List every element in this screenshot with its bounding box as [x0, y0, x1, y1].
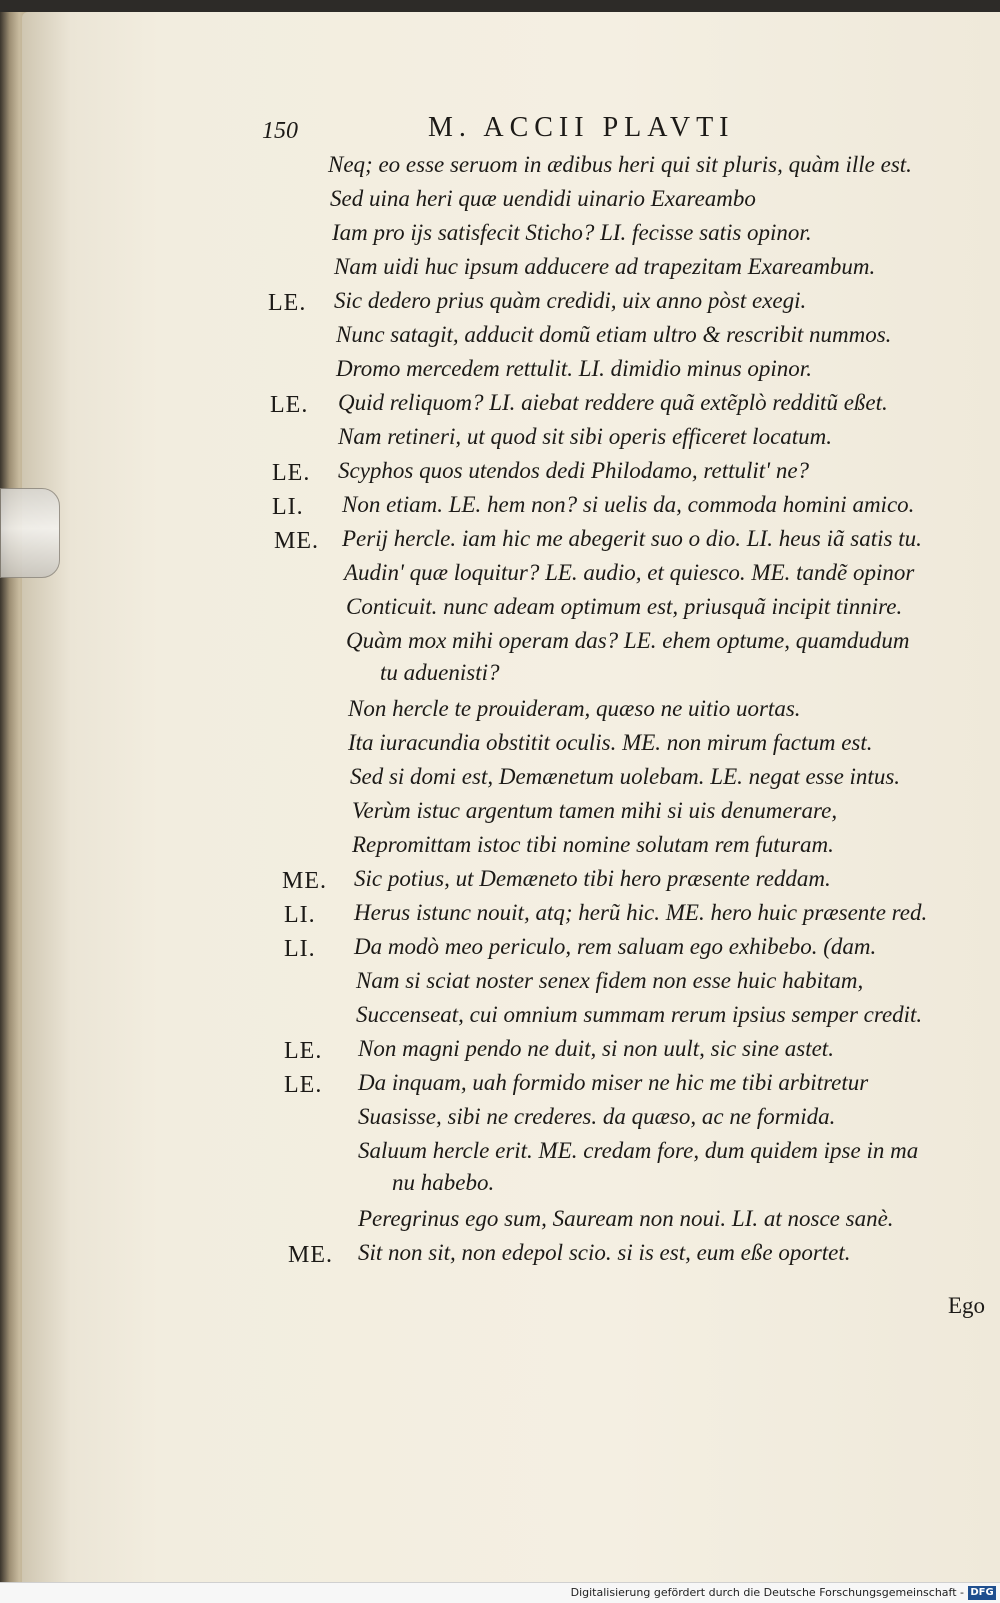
dfg-logo[interactable]: DFG — [968, 1586, 996, 1600]
page-clip — [0, 488, 60, 578]
speaker-label: LE. — [268, 290, 307, 316]
text-line: Perij hercle. iam hic me abegerit suo o dio. LI. heus iã satis tu. — [342, 526, 922, 551]
text-line: Sic potius, ut Demæneto tibi hero præsente reddam. — [354, 866, 831, 891]
text-line: Sit non sit, non edepol scio. si is est, eum eße oportet. — [358, 1240, 851, 1265]
text-line: Non etiam. LE. hem non? si uelis da, commoda homini amico. — [342, 492, 915, 517]
catchword: Ego — [948, 1293, 986, 1318]
text-line: tu aduenisti? — [380, 660, 500, 685]
book-page — [22, 12, 1000, 1582]
text-line: Ita iuracundia obstitit oculis. ME. non mirum factum est. — [348, 730, 873, 755]
speaker-label: LE. — [284, 1072, 323, 1098]
text-line: Nam si sciat noster senex fidem non esse huic habitam, — [356, 968, 864, 993]
text-line: Sed uina heri quæ uendidi uinario Exareambo — [330, 186, 756, 211]
text-line: Sed si domi est, Demænetum uolebam. LE. negat esse intus. — [350, 764, 901, 789]
text-line: Non magni pendo ne duit, si non uult, sic sine astet. — [358, 1036, 834, 1061]
text-line: Neq; eo esse seruom in ædibus heri qui sit pluris, quàm ille est. — [328, 152, 912, 177]
text-line: Succenseat, cui omnium summam rerum ipsius semper credit. — [356, 1002, 923, 1027]
footer-credit: Digitalisierung gefördert durch die Deutsche Forschungsgemeinschaft - — [570, 1586, 964, 1599]
text-line: Conticuit. nunc adeam optimum est, priusquã incipit tinnire. — [346, 594, 903, 619]
text-line: Da modò meo periculo, rem saluam ego exhibebo. (dam. — [354, 934, 877, 959]
text-line: Verùm istuc argentum tamen mihi si uis denumerare, — [352, 798, 838, 823]
text-line: Sic dedero prius quàm credidi, uix anno pòst exegi. — [334, 288, 807, 313]
speaker-label: LI. — [284, 902, 316, 928]
text-line: Iam pro ijs satisfecit Sticho? LI. fecisse satis opinor. — [332, 220, 812, 245]
text-line: Scyphos quos utendos dedi Philodamo, rettulit' ne? — [338, 458, 810, 483]
speaker-label: LI. — [272, 494, 304, 520]
running-head: M. ACCII PLAVTI — [428, 112, 735, 143]
text-line: Dromo mercedem rettulit. LI. dimidio minus opinor. — [336, 356, 812, 381]
speaker-label: LE. — [270, 392, 309, 418]
text-line: nu habebo. — [392, 1170, 495, 1195]
text-line: Quàm mox mihi operam das? LE. ehem optume, quamdudum — [346, 628, 910, 653]
speaker-label: ME. — [282, 868, 327, 894]
speaker-label: LE. — [284, 1038, 323, 1064]
text-line: Nam retineri, ut quod sit sibi operis efficeret locatum. — [338, 424, 833, 449]
text-line: Saluum hercle erit. ME. credam fore, dum quidem ipse in ma — [358, 1138, 919, 1163]
text-line: Non hercle te prouideram, quæso ne uitio uortas. — [348, 696, 801, 721]
text-line: Herus istunc nouit, atq; herũ hic. ME. hero huic præsente red. — [354, 900, 928, 925]
text-line: Nam uidi huc ipsum adducere ad trapezitam Exareambum. — [334, 254, 876, 279]
text-line: Nunc satagit, adducit domũ etiam ultro & rescribit nummos. — [336, 322, 892, 347]
text-line: Repromittam istoc tibi nomine solutam rem futuram. — [352, 832, 834, 857]
text-line: Audin' quæ loquitur? LE. audio, et quiesco. ME. tandẽ opinor — [344, 560, 915, 585]
speaker-label: LI. — [284, 936, 316, 962]
speaker-label: LE. — [272, 460, 311, 486]
text-line: Quid reliquom? LI. aiebat reddere quã extẽplò redditũ eßet. — [338, 390, 888, 415]
footer-bar — [0, 1582, 1000, 1603]
page-number: 150 — [262, 118, 298, 144]
speaker-label: ME. — [274, 528, 319, 554]
text-line: Da inquam, uah formido miser ne hic me tibi arbitretur — [358, 1070, 869, 1095]
speaker-label: ME. — [288, 1242, 333, 1268]
text-line: Peregrinus ego sum, Sauream non noui. LI. at nosce sanè. — [358, 1206, 894, 1231]
text-line: Suasisse, sibi ne crederes. da quæso, ac ne formida. — [358, 1104, 836, 1129]
